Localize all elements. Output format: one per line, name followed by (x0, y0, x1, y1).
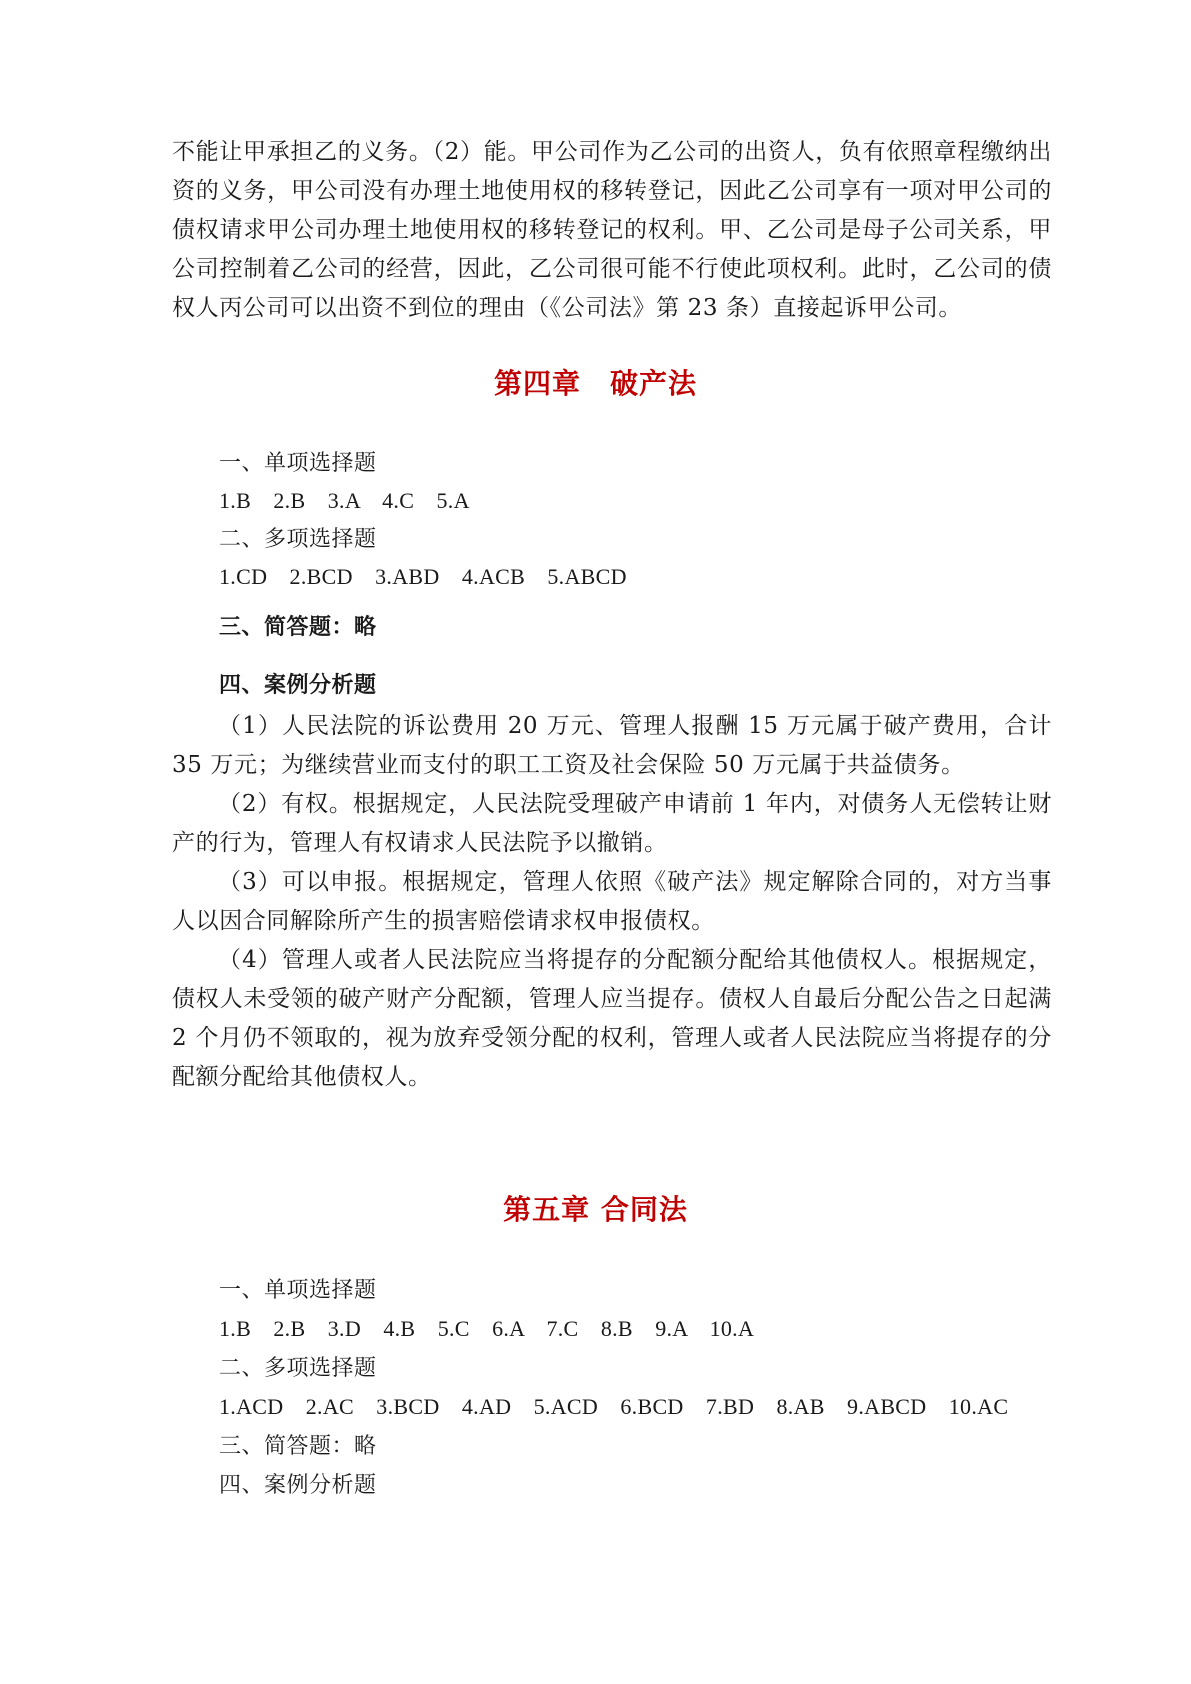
intro-paragraph: 不能让甲承担乙的义务。（2）能。甲公司作为乙公司的出资人，负有依照章程缴纳出资的义务，甲公司没有办理土地使用权的移转登记，因此乙公司享有一项对甲公司的债权请求甲公司办理土地使用权的移转登记的权利。甲、乙公司是母子公司关系，甲公司控制着乙公司的经营，因此，乙公司很可能不行使此项权利。此时，乙公司的债权人丙公司可以出资不到位的理由（《公司法》第 23 条）直接起诉甲公司。 (172, 139, 1052, 321)
ch5-short-answer: 三、简答题：略 (219, 1434, 377, 1459)
ch5-single-choice-answers: 1.B 2.B 3.D 4.B 5.C 6.A 7.C 8.B 9.A 10.A (219, 1316, 755, 1341)
ch4-case-answer-2: （2）有权。根据规定，人民法院受理破产申请前 1 年内，对债务人无偿转让财产的行为，管理人有权请求人民法院予以撤销。 (172, 791, 1052, 856)
ch4-case-answer-3: （3）可以申报。根据规定，管理人依照《破产法》规定解除合同的，对方当事人以因合同解除所产生的损害赔偿请求权申报债权。 (172, 869, 1052, 934)
ch4-case-analysis (172, 707, 1052, 1097)
ch4-single-choice-answers: 1.B 2.B 3.A 4.C 5.A (219, 488, 470, 513)
ch5-single-choice-heading: 一、单项选择题 (219, 1278, 377, 1303)
ch4-multi-choice-answers: 1.CD 2.BCD 3.ABD 4.ACB 5.ABCD (219, 564, 627, 589)
chapter-5-title: 第五章 合同法 (503, 1193, 688, 1226)
ch4-short-answer: 三、简答题：略 (219, 615, 377, 640)
chapter-4-title: 第四章 破产法 (493, 367, 697, 400)
ch5-case-heading: 四、案例分析题 (219, 1473, 377, 1498)
ch4-case-heading: 四、案例分析题 (219, 673, 377, 698)
ch5-multi-choice-answers: 1.ACD 2.AC 3.BCD 4.AD 5.ACD 6.BCD 7.BD 8.AB 9.ABCD 10.AC (219, 1394, 1009, 1419)
ch4-multi-choice-heading: 二、多项选择题 (219, 527, 377, 552)
ch4-case-answer-1: （1）人民法院的诉讼费用 20 万元、管理人报酬 15 万元属于破产费用，合计 35 万元；为继续营业而支付的职工工资及社会保险 50 万元属于共益债务。 (172, 713, 1052, 778)
ch5-multi-choice-heading: 二、多项选择题 (219, 1356, 377, 1381)
ch4-single-choice-heading: 一、单项选择题 (219, 451, 377, 476)
ch4-case-answer-4: （4）管理人或者人民法院应当将提存的分配额分配给其他债权人。根据规定，债权人未受领的破产财产分配额，管理人应当提存。债权人自最后分配公告之日起满 2 个月仍不领取的，视为放弃受领分配的权利，管理人或者人民法院应当将提存的分配额分配给其他债权人。 (172, 947, 1052, 1090)
